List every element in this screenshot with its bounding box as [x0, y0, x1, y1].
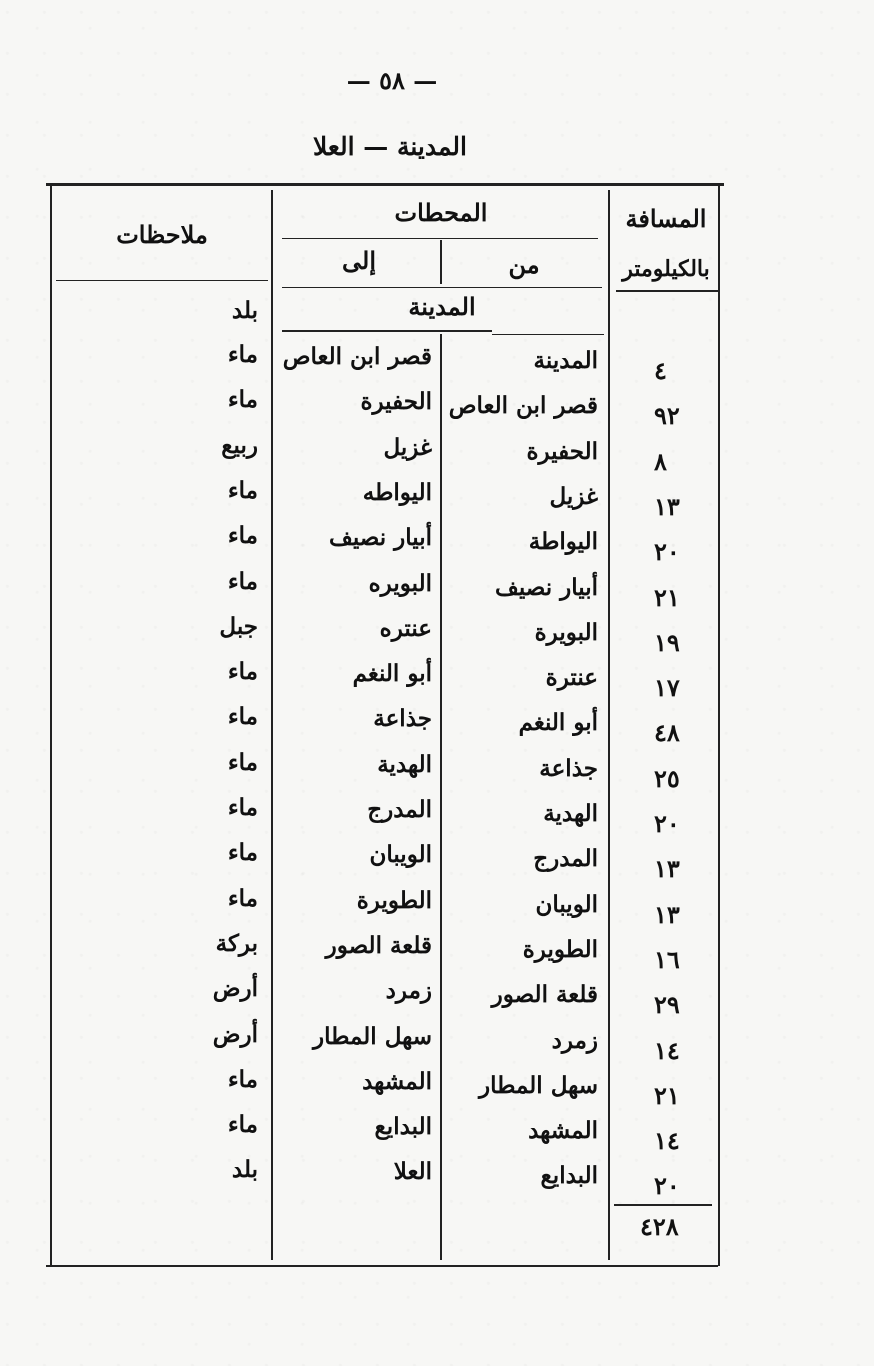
row-to-station: المشهد — [362, 1068, 432, 1095]
row-note: جبل — [219, 613, 258, 640]
row-distance: ٢١ — [654, 583, 680, 612]
row-distance: ٩٢ — [654, 401, 680, 430]
row-from-station: اليواطة — [528, 528, 598, 555]
distance-total: ٤٢٨ — [640, 1212, 679, 1241]
row-to-station: البويره — [368, 570, 432, 597]
row-from-station: المدينة — [533, 347, 598, 374]
start-station-label: المدينة — [408, 292, 476, 321]
row-distance: ١٧ — [654, 673, 680, 702]
row-distance: ١٦ — [654, 945, 680, 974]
row-distance: ٢٠ — [654, 809, 680, 838]
row-to-station: عنتره — [379, 615, 432, 642]
table-top-border — [46, 183, 724, 186]
row-to-station: زمرد — [385, 977, 432, 1004]
notes-column-separator — [271, 190, 273, 1260]
row-from-station: قلعة الصور — [491, 981, 598, 1008]
row-note: بركة — [215, 930, 258, 957]
row-distance: ٢٠ — [654, 537, 680, 566]
distance-column-separator — [608, 190, 610, 1260]
table-left-border — [50, 186, 52, 1266]
row-distance: ٨ — [654, 447, 667, 476]
from-header: من — [508, 250, 540, 279]
page-title: المدينة — العلا — [313, 132, 467, 161]
row-from-station: سهل المطار — [479, 1072, 598, 1099]
row-from-station: عنترة — [545, 664, 598, 691]
row-note: ماء — [227, 703, 258, 730]
distance-header-rule — [616, 290, 720, 292]
row-note: ربيع — [221, 432, 258, 459]
row-note: أرض — [212, 1021, 258, 1048]
row-to-station: قصر ابن العاص — [282, 343, 432, 370]
row-to-station: غزيل — [383, 434, 432, 461]
row-to-station: اليواطه — [362, 479, 432, 506]
row-to-station: جذاعة — [373, 705, 432, 732]
row-distance: ٢٠ — [654, 1171, 680, 1200]
row-to-station: العلا — [393, 1158, 432, 1185]
row-distance: ١٣ — [654, 900, 680, 929]
row-distance: ٢٩ — [654, 990, 680, 1019]
row-to-station: أبيار نصيف — [329, 524, 432, 551]
page-number: — ٥٨ — — [346, 66, 438, 95]
row-from-station: قصر ابن العاص — [448, 392, 598, 419]
row-note: ماء — [227, 794, 258, 821]
from-to-separator-header — [440, 240, 442, 284]
from-to-separator-body — [440, 334, 442, 1260]
row-note: ماء — [227, 341, 258, 368]
distance-header-line1: المسافة — [625, 204, 707, 233]
row-from-station: الويبان — [535, 891, 598, 918]
stations-header: المحطات — [394, 198, 488, 227]
row-from-station: البويرة — [534, 619, 598, 646]
row-from-station: غزيل — [549, 483, 598, 510]
row-to-station: المدرج — [367, 796, 432, 823]
row-to-station: الطويرة — [356, 887, 432, 914]
total-rule — [614, 1204, 712, 1206]
start-note: بلد — [231, 297, 258, 324]
row-from-station: المشهد — [528, 1117, 598, 1144]
row-note: ماء — [227, 568, 258, 595]
table-right-border — [718, 186, 720, 1266]
row-distance: ٤٨ — [654, 718, 680, 747]
row-from-station: الطويرة — [522, 936, 598, 963]
row-distance: ٢١ — [654, 1081, 680, 1110]
start-row-rule-right — [492, 334, 604, 335]
row-note: ماء — [227, 1066, 258, 1093]
row-to-station: البدايع — [374, 1113, 432, 1140]
row-note: ماء — [227, 749, 258, 776]
row-from-station: البدايع — [540, 1162, 598, 1189]
row-to-station: الهدية — [377, 751, 432, 778]
row-note: ماء — [227, 1111, 258, 1138]
row-note: ماء — [227, 477, 258, 504]
row-to-station: الحفيرة — [360, 388, 432, 415]
row-note: بلد — [231, 1156, 258, 1183]
row-from-station: جذاعة — [539, 755, 598, 782]
row-distance: ٤ — [654, 356, 667, 385]
row-to-station: سهل المطار — [313, 1023, 432, 1050]
row-from-station: الهدية — [543, 800, 598, 827]
row-distance: ١٤ — [654, 1126, 680, 1155]
row-distance: ١٣ — [654, 492, 680, 521]
row-note: أرض — [212, 975, 258, 1002]
row-from-station: أبيار نصيف — [495, 574, 598, 601]
row-distance: ١٣ — [654, 854, 680, 883]
header-bottom-rule-left — [56, 280, 268, 281]
row-to-station: قلعة الصور — [325, 932, 432, 959]
row-note: ماء — [227, 658, 258, 685]
row-note: ماء — [227, 522, 258, 549]
distance-header-line2: بالكيلومتر — [622, 256, 710, 282]
start-row-rule — [282, 330, 492, 332]
row-note: ماء — [227, 386, 258, 413]
row-from-station: المدرج — [533, 845, 598, 872]
stations-header-rule — [282, 238, 598, 239]
notes-header: ملاحظات — [116, 220, 208, 249]
row-to-station: أبو النغم — [352, 660, 432, 687]
to-header: إلى — [342, 246, 376, 275]
table-bottom-border — [46, 1265, 718, 1267]
row-from-station: أبو النغم — [518, 709, 598, 736]
row-distance: ١٤ — [654, 1036, 680, 1065]
row-distance: ١٩ — [654, 628, 680, 657]
row-distance: ٢٥ — [654, 764, 680, 793]
header-bottom-rule-stations — [282, 287, 602, 288]
row-note: ماء — [227, 839, 258, 866]
row-to-station: الويبان — [369, 841, 432, 868]
row-note: ماء — [227, 885, 258, 912]
row-from-station: الحفيرة — [526, 438, 598, 465]
row-from-station: زمرد — [551, 1027, 598, 1054]
